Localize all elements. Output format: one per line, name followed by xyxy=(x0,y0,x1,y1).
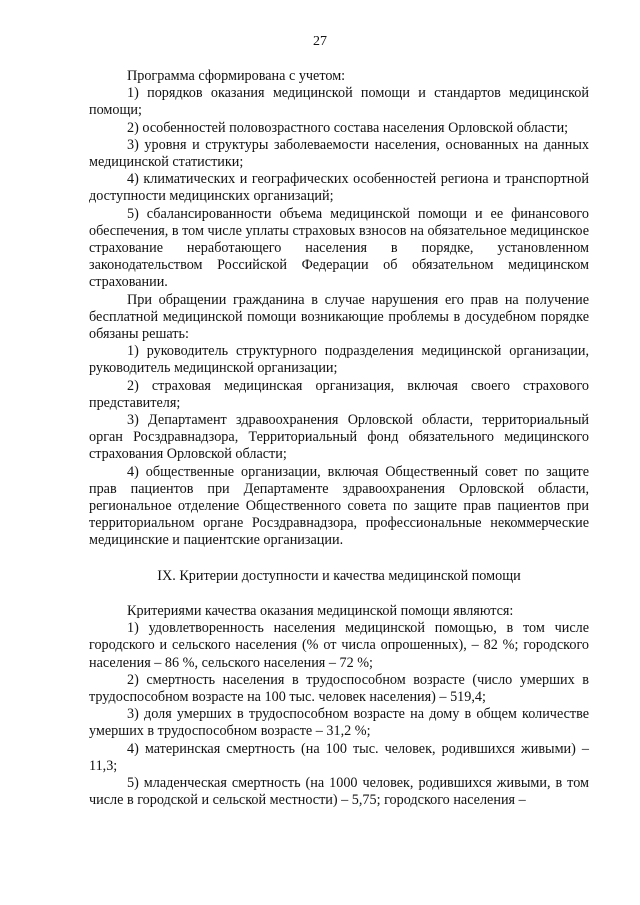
paragraph: 1) руководитель структурного подразделения медицинской организации, руководитель медицинской организации; xyxy=(89,343,589,377)
paragraph: 3) Департамент здравоохранения Орловской области, территориальный орган Росздравнадзора, Территориальный фонд обязательного медицинского страхования Орловской области; xyxy=(89,412,589,463)
paragraph: При обращении гражданина в случае нарушения его прав на получение бесплатной медицинской помощи возникающие проблемы в досудебном порядке обязаны решать: xyxy=(89,291,589,343)
paragraph: 1) удовлетворенность населения медицинской помощью, в том числе городского и сельского населения (% от числа опрошенных), – 82 %; городского населения – 86 %, сельского населения – 72 %; xyxy=(89,620,589,671)
paragraph: Программа сформирована с учетом: xyxy=(127,68,346,84)
paragraph: 4) климатических и географических особенностей региона и транспортной доступности медицинских организаций; xyxy=(89,171,589,205)
paragraph: 3) уровня и структуры заболеваемости населения, основанных на данных медицинской статистики; xyxy=(89,136,589,171)
paragraph: 5) сбалансированности объема медицинской помощи и ее финансового обеспечения, в том числе уплаты страховых взносов на обязательное медицинское страхование неработающего населения в порядке, установленном законодательством Российской Федерации об обязательном медицинском страховании. xyxy=(89,205,589,291)
paragraph: 4) материнская смертность (на 100 тыс. человек, родившихся живыми) – 11,3; xyxy=(89,740,589,774)
page-number: 27 xyxy=(313,34,327,49)
paragraph: Критериями качества оказания медицинской помощи являются: xyxy=(127,602,514,619)
document-body xyxy=(89,68,589,809)
paragraph: 2) смертность населения в трудоспособном возрасте (число умерших в трудоспособном возрасте на 100 тыс. человек населения) – 519,4; xyxy=(89,671,589,705)
paragraph: 1) порядков оказания медицинской помощи и стандартов медицинской помощи; xyxy=(89,85,589,119)
paragraph: 3) доля умерших в трудоспособном возрасте на дому в общем количестве умерших в трудоспособном возрасте – 31,2 %; xyxy=(89,706,589,740)
paragraph: 4) общественные организации, включая Общественный совет по защите прав пациентов при Департаменте здравоохранения Орловской области, региональное отделение Общественного совета по защите прав пациентов при территориальном органе Росздравнадзора, профессиональные некоммерческие медицинские и пациентские организации. xyxy=(89,463,589,549)
paragraph: 5) младенческая смертность (на 1000 человек, родившихся живыми, в том числе в городской и сельской местности) – 5,75; городского населения – xyxy=(89,774,589,809)
paragraph: 2) страховая медицинская организация, включая своего страхового представителя; xyxy=(89,377,589,411)
section-heading: IX. Критерии доступности и качества медицинской помощи xyxy=(157,567,521,584)
paragraph: 2) особенностей половозрастного состава населения Орловской области; xyxy=(127,119,569,136)
